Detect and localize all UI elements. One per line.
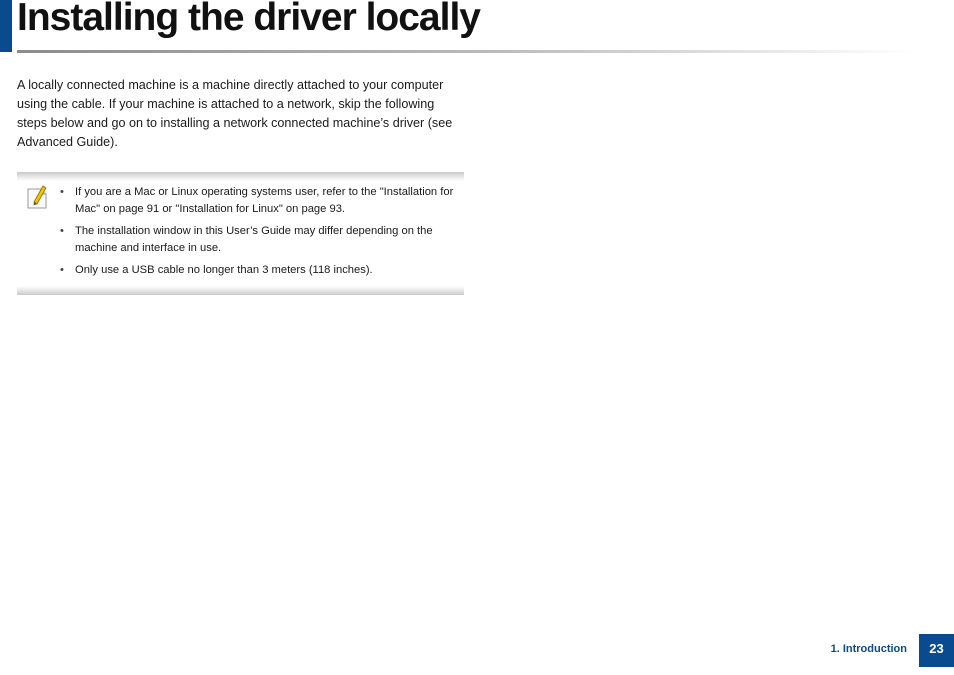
note-top-border <box>17 172 464 181</box>
page-title: Installing the driver locally <box>17 0 480 39</box>
page-number-badge: 23 <box>919 634 954 667</box>
intro-paragraph: A locally connected machine is a machine directly attached to your computer using the cable. If your machine is attached to a network, skip the following steps below and go on to installing a network connected machine’s driver (see Advanced Guide). <box>17 78 453 149</box>
footer-section-link[interactable]: 1. Introduction <box>830 643 907 655</box>
note-bottom-border <box>17 286 464 295</box>
note-pencil-icon <box>25 183 51 211</box>
note-item-text: The installation window in this User’s Guide may differ depending on the machine and interface in use. <box>75 225 433 254</box>
note-item-text: Only use a USB cable no longer than 3 meters (118 inches). <box>75 264 373 276</box>
note-box <box>17 172 464 295</box>
note-item <box>60 184 464 218</box>
note-list <box>60 184 464 284</box>
bullet: • <box>60 225 64 237</box>
title-divider <box>17 50 914 53</box>
note-item <box>60 262 464 279</box>
bullet: • <box>60 264 64 276</box>
bullet: • <box>60 186 64 198</box>
note-item-text: If you are a Mac or Linux operating systems user, refer to the "Installation for Mac" on page 91 or "Installation for Linux" on page 93. <box>75 186 454 215</box>
note-item <box>60 223 464 257</box>
title-accent-bar <box>0 0 12 52</box>
